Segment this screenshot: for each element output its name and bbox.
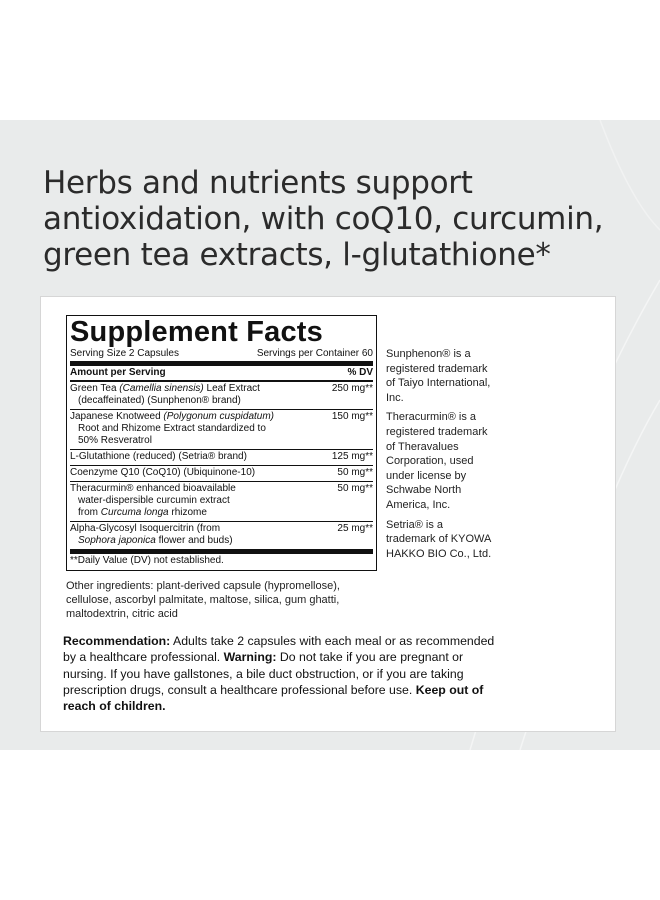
keep-out-label: Keep out of	[415, 682, 484, 697]
ingredient-row	[70, 410, 373, 450]
ingredient-name	[70, 523, 315, 547]
ingredient-amount: 250 mg**	[331, 383, 373, 394]
warning-label: Warning:	[223, 650, 277, 665]
trademark-note-line: Setria® is a	[386, 518, 444, 531]
warning-text: prescription drugs, consult a healthcare professional before use.	[63, 682, 416, 697]
ingredient-name	[70, 467, 315, 479]
trademark-note-line: under license by	[386, 469, 467, 482]
ingredient-name	[70, 451, 315, 463]
trademark-note	[386, 347, 601, 405]
facts-title: Supplement Facts	[70, 316, 323, 348]
ingredient-row	[70, 450, 373, 466]
recommendation-block	[63, 633, 583, 714]
ingredient-amount: 50 mg**	[337, 467, 373, 478]
dv-footnote: **Daily Value (DV) not established.	[70, 555, 224, 566]
amount-header-row	[70, 366, 373, 382]
amount-header: Amount per Serving	[70, 367, 166, 378]
recommendation-line	[63, 649, 583, 665]
ingredient-line: Root and Rhizome Extract standardized to	[78, 423, 266, 434]
ingredient-amount: 150 mg**	[331, 411, 373, 422]
keep-out-label: reach of children.	[63, 699, 166, 714]
headline-line: Herbs and nutrients support	[43, 165, 473, 201]
ingredient-line: 50% Resveratrol	[78, 435, 152, 446]
warning-line: nursing. If you have gallstones, a bile duct obstruction, or if you are taking	[63, 666, 464, 681]
ingredient-amount: 25 mg**	[337, 523, 373, 534]
trademark-note-line: Schwabe North	[386, 484, 462, 497]
recommendation-line	[63, 633, 583, 649]
supplement-card	[40, 296, 616, 732]
other-ingredients-line: maltodextrin, citric acid	[66, 608, 178, 620]
supplement-facts-table	[66, 315, 377, 571]
recommendation-text: Adults take 2 capsules with each meal or as recommended	[170, 634, 495, 648]
trademark-note-line: Theracurmin® is a	[386, 411, 477, 424]
ingredient-name	[70, 483, 315, 519]
other-ingredients	[66, 579, 386, 621]
trademark-note-line: registered trademark	[386, 425, 488, 438]
ingredient-name	[70, 383, 315, 407]
ingredient-line: Sophora japonica flower and buds)	[78, 535, 233, 546]
dv-header: % DV	[347, 367, 373, 378]
trademark-note	[386, 410, 601, 512]
ingredient-line: from Curcuma longa rhizome	[78, 507, 207, 518]
warning-line	[63, 698, 583, 714]
trademark-note-line: Corporation, used	[386, 455, 474, 468]
ingredient-name	[70, 411, 315, 447]
headline	[43, 165, 643, 273]
trademark-note-line: Sunphenon® is a	[386, 348, 471, 360]
trademark-note-line: Inc.	[386, 391, 404, 404]
ingredient-row	[70, 466, 373, 482]
ingredient-rows	[70, 382, 373, 554]
headline-line: antioxidation, with coQ10, curcumin,	[43, 201, 604, 237]
ingredient-line: Alpha-Glycosyl Isoquercitrin (from	[70, 523, 221, 534]
trademark-note	[386, 518, 601, 562]
trademark-notes	[386, 347, 601, 566]
ingredient-row	[70, 522, 373, 554]
ingredient-row	[70, 482, 373, 522]
servings-per-container: Servings per Container 60	[256, 348, 373, 359]
trademark-note-line: trademark of KYOWA	[386, 533, 492, 546]
warning-text: Do not take if you are pregnant or	[276, 650, 464, 665]
serving-size: Serving Size 2 Capsules	[70, 348, 179, 359]
ingredient-amount: 50 mg**	[337, 483, 373, 494]
ingredient-line: Japanese Knotweed (Polygonum cuspidatum)	[70, 411, 275, 422]
serving-row	[70, 348, 373, 366]
trademark-note-line: registered trademark	[386, 362, 488, 375]
ingredient-row	[70, 382, 373, 410]
ingredient-amount: 125 mg**	[331, 451, 373, 462]
trademark-note-line: of Taiyo International,	[386, 377, 491, 390]
ingredient-line: Coenzyme Q10 (CoQ10) (Ubiquinone-10)	[70, 467, 256, 478]
other-ingredients-line: cellulose, ascorbyl palmitate, maltose, silica, gum ghatti,	[66, 594, 340, 606]
headline-line: green tea extracts, l-glutathione*	[43, 237, 551, 273]
ingredient-line: Theracurmin® enhanced bioavailable	[70, 483, 236, 494]
trademark-note-line: of Theravalues	[386, 440, 459, 453]
ingredient-line: water-dispersible curcumin extract	[78, 495, 230, 506]
other-ingredients-line: Other ingredients: plant-derived capsule (hypromellose),	[66, 580, 340, 592]
ingredient-line: (decaffeinated) (Sunphenon® brand)	[78, 395, 241, 406]
trademark-note-line: HAKKO BIO Co., Ltd.	[386, 547, 492, 560]
trademark-note-line: America, Inc.	[386, 498, 451, 511]
ingredient-line: Green Tea (Camellia sinensis) Leaf Extract	[70, 383, 260, 394]
warning-line	[63, 682, 583, 698]
ingredient-line: L-Glutathione (reduced) (Setria® brand)	[70, 451, 247, 462]
recommendation-text: by a healthcare professional.	[63, 650, 224, 665]
recommendation-label: Recommendation:	[63, 634, 171, 648]
